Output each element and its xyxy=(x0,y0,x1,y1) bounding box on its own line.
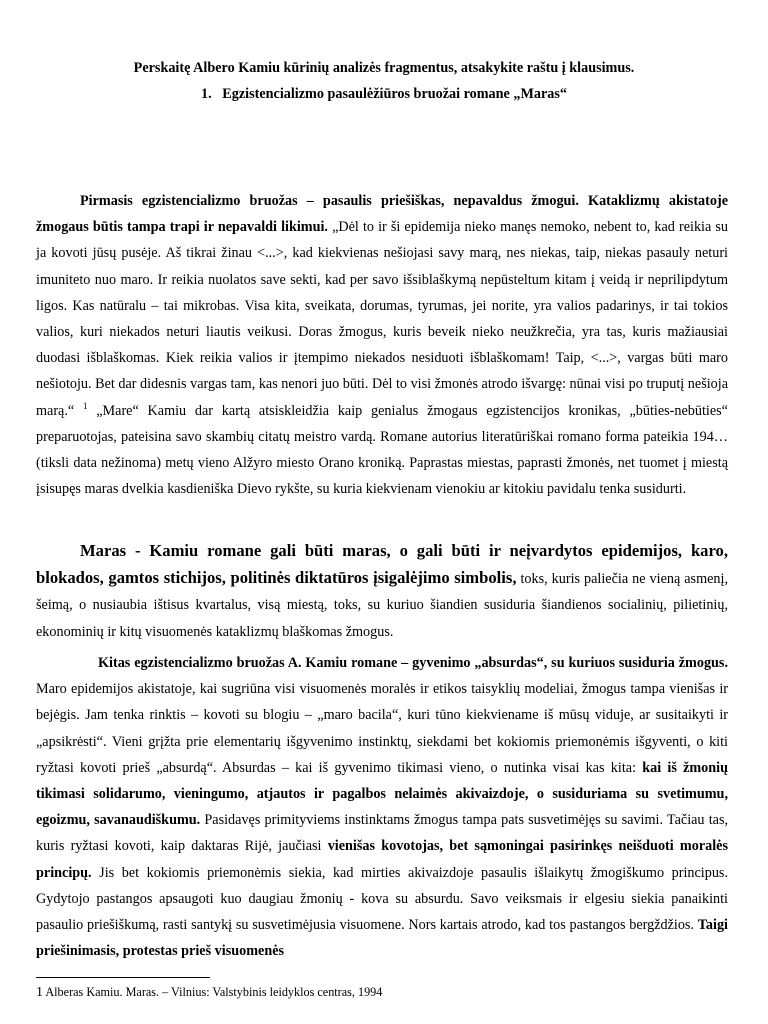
absurd-bold-1: kai iš žmonių tikimasi solidarumo, vieningumo, atjautos ir pagalbos nelaimės akivaizdoje, o susiduriama su svetimumu, egoizmu, savanaudiškumu. xyxy=(36,759,728,829)
absurd-trait-bold-intro: Kitas egzistencializmo bruožas A. Kamiu romane – gyvenimo „absurdas“, su kuriuos susiduria žmogus. xyxy=(98,655,728,671)
footnote-text: Alberas Kamiu. Maras. – Vilnius: Valstybinis leidyklos centras, 1994 xyxy=(43,985,383,999)
footnote-reference[interactable]: 1 xyxy=(82,400,88,411)
paragraph-plague-symbol xyxy=(36,538,728,645)
absurd-bold-2: vienišas kovotojas, bet sąmoningai pasirinkęs neišduoti moralės principų. xyxy=(36,838,728,881)
camus-quote: „Dėl to ir ši epidemija nieko manęs nemoko, nebent to, kad reikia su ja kovoti jūsų pusėje. Aš tikrai žinau <...>, kad kiekvienas nešiojasi savy marą, nes niekas, taip, niekas pasauly neturi imuniteto nuo maro. Ir reikia nuolatos save sekti, kad per savo išsiblaškymą nepūsteltum kitam į veidą ir neprilipdytum ligos. Kas natūralu – tai mikrobas. Visa kita, sveikata, dorumas, tyrumas, jei norite, yra valios padarinys, ir tai tokios valios, kuri niekados neturi liautis veikusi. Doras žmogus, kuris beveik nieko neužkrečia, yra tas, kuris mažiausiai duodasi išblaškomas. Kiek reikia valios ir įtempimo niekados nesiduoti išblaškomam! Taip, <...>, vargas būti maro nešiotoju. Bet dar didesnis vargas tam, kas nenori juo būti. Dėl to visi žmonės atrodo išvargę: nūnai visi po truputį nešioja marą.“ xyxy=(36,219,728,419)
first-trait-bold-intro: Pirmasis egzistencializmo bruožas – pasaulis priešiškas, nepavaldus žmogui. Kataklizmų akistatoje žmogaus būtis tampa trapi ir nepavaldi likimui. xyxy=(36,193,728,236)
section-title: Egzistencializmo pasaulėžiūros bruožai romane „Maras“ xyxy=(222,86,567,102)
absurd-text-3: Jis bet kokiomis priemonėmis siekia, kad mirties akivaizdoje pasaulis išlaikytų žmogiškumo principus. Gydytojo pastangos apsaugoti kuo daugiau žmonių - kova su absurdu. Savo veiksmais ir elgesiu siekia panaikinti pasaulio priešiškumą, rasti santykį su susvetimėjusia visuomene. Nors kartais atrodo, kad tos pastangos bergždžios. xyxy=(36,864,728,934)
first-trait-commentary: „Mare“ Kamiu dar kartą atsiskleidžia kaip genialus žmogaus egzistencijos kronikas, „būties-nebūties“ preparuotojas, pateisina savo skambių citatų meistro vardą. Romane autorius literatūriškai romano forma pateikia 194… (tiksli data nežinoma) metų vieno Alžyro miesto Orano kroniką. Paprastas miestas, paprasti žmonės, net tuomet į miestą įsisupęs maras dvelkia kasdieniška Dievo rykšte, su kuria kiekvienam vienokiu ar kitokiu pavidalu tenka susidurti. xyxy=(36,402,728,498)
footnote-separator xyxy=(36,977,210,978)
footnote xyxy=(36,984,736,1001)
instruction-heading: Perskaitę Albero Kamiu kūrinių analizės fragmentus, atsakykite raštu į klausimus. xyxy=(133,60,635,76)
footnote-number: 1 xyxy=(36,985,43,1000)
absurd-text-1: Maro epidemijos akistatoje, kai sugriūna visi visuomenės moralės ir etikos taisyklių modeliai, žmogus tampa vienišas ir bejėgis. Jam tenka rinktis – kovoti su blogiu – „maro bacila“, kuri tūno kiekviename iš mūsų viduje, ar susitaikyti ir „apsikrėsti“. Vieni grįžta prie elementarių išgyvenimo instinktų, siekdami bet kokiomis priemonėmis išgyventi, o kiti ryžtasi kovoti prieš „absurdą“. Absurdas – kai iš gyvenimo tikimasi vieno, o nutinka visai kas kita: xyxy=(36,681,728,776)
plague-symbol-text: toks, kuris paliečia ne vieną asmenį, šeimą, o nusiaubia ištisus kvartalus, visą miestą, toks, su kuriuo šiandien susiduria šiandienos socialinių, pilietinių, ekonominių ir kitų visuomenės kataklizmų blaškomas žmogus. xyxy=(36,571,728,640)
absurd-text-2: Pasidavęs primityviems instinktams žmogus tampa pats susvetimėjęs su savimi. Tačiau tas, kuris ryžtasi kovoti, kaip daktaras Rijė, jaučiasi xyxy=(36,812,729,855)
paragraph-absurd-trait xyxy=(36,650,728,964)
section-number: 1. xyxy=(201,86,212,102)
section-heading xyxy=(0,85,768,103)
paragraph-first-trait xyxy=(36,188,728,502)
plague-symbol-lead: Maras - Kamiu romane gali būti maras, o gali būti ir neįvardytos epidemijos, karo, blokados, gamtos stichijos, politinės diktatūros įsigalėjimo simbolis, xyxy=(36,541,728,588)
absurd-bold-3: Taigi priešinimasis, protestas prieš visuomenės xyxy=(36,917,728,960)
